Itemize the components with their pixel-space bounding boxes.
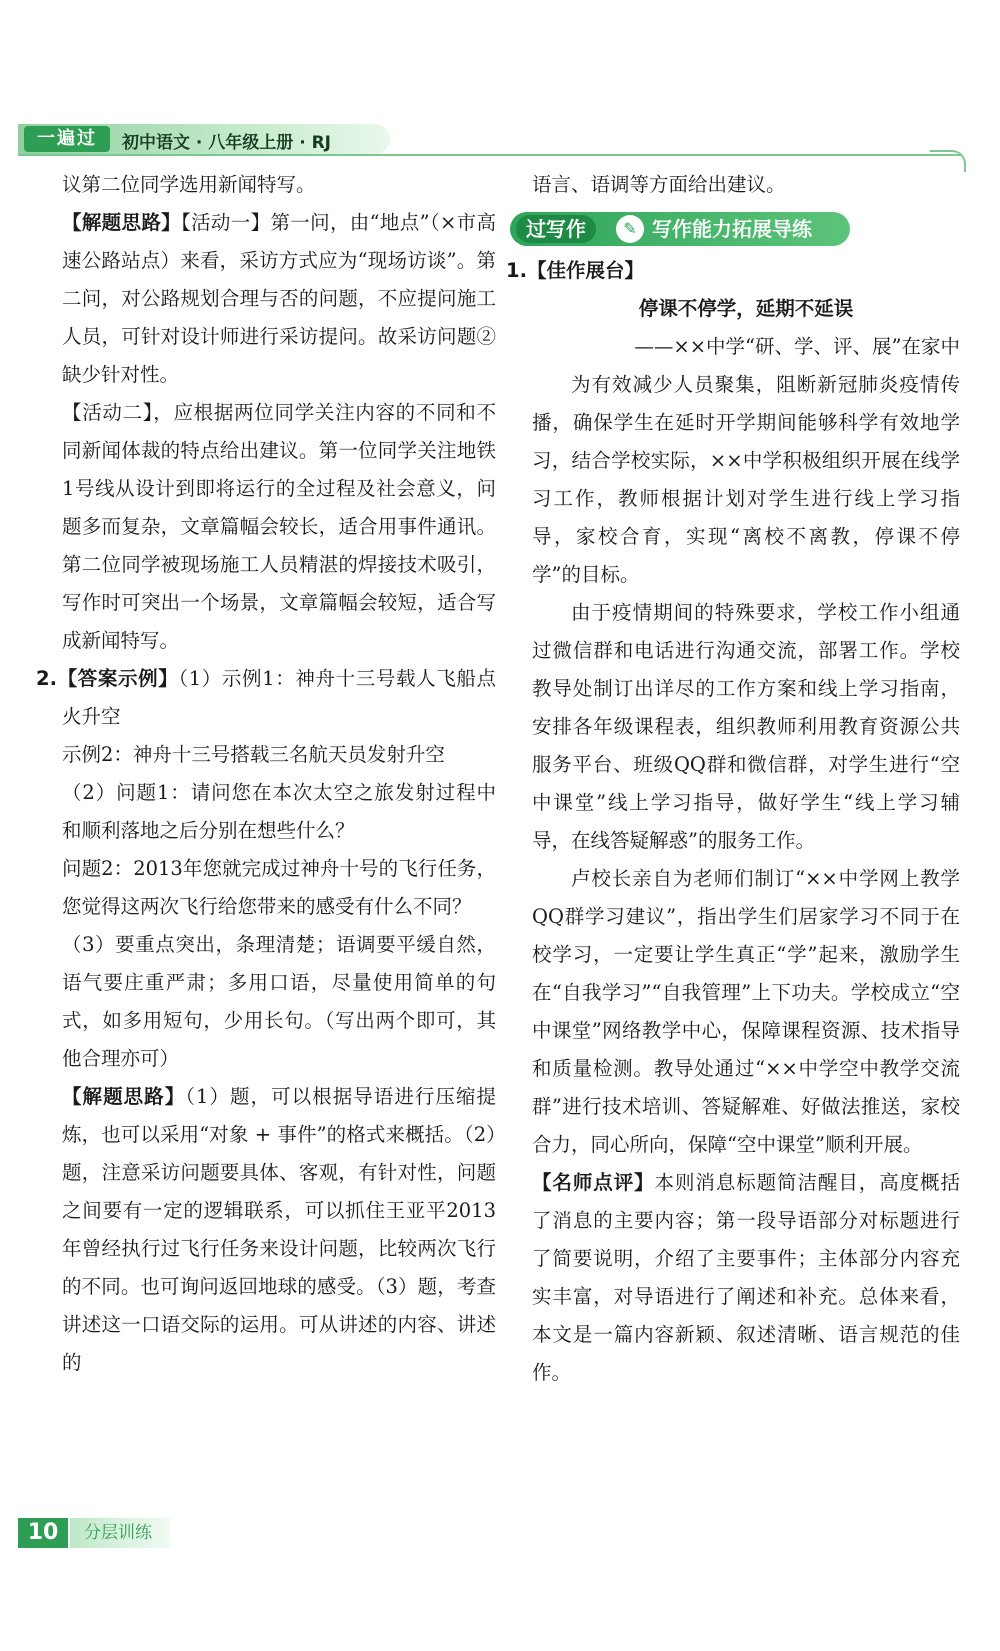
essay-paragraph-1: 为有效减少人员聚集，阻断新冠肺炎疫情传播，确保学生在延时开学期间能够科学有效地学习，结合学校实际，××中学积极组织开展在线学习工作，教师根据计划对学生进行线上学习指导，家校合育，实现“离校不离教，停课不停学”的目标。 xyxy=(532,373,960,586)
right-continuation: 语言、语调等方面给出建议。 xyxy=(532,173,786,196)
left-paragraph-7: 问题2：2013年您就完成过神舟十号的飞行任务，您觉得这两次飞行给您带来的感受有什么不同？ xyxy=(62,857,496,918)
solution-label: 【解题思路】 xyxy=(62,1085,186,1108)
essay-paragraph-3: 卢校长亲自为老师们制订“××中学网上教学QQ群学习建议”，指出学生们居家学习不同于在校学习，一定要让学生真正“学”起来，激励学生在“自我学习”“自我管理”上下功夫。学校成立“空中课堂”网络教学中心，保障课程资源、技术指导和质量检测。教导处通过“××中学空中教学交流群”进行技术培训、答疑解难、好做法推送，家校合力，同心所向，保障“空中课堂”顺利开展。 xyxy=(532,867,960,1156)
book-title: 初中语文 · 八年级上册 · RJ xyxy=(122,133,332,153)
showcase-label: 【佳作展台】 xyxy=(526,259,644,282)
left-column xyxy=(36,166,496,1382)
left-paragraph-2: 【解题思路】【活动一】第一问，由“地点”（×市高速公路站点）来看，采访方式应为“现场访谈”。第二问，对公路规划合理与否的问题，不应提问施工人员，可针对设计师进行采访提问。故采访问题②缺少针对性。 xyxy=(62,211,496,386)
page-number: 10 xyxy=(18,1518,68,1548)
essay-paragraph-2: 由于疫情期间的特殊要求，学校工作小组通过微信群和电话进行沟通交流，部署工作。学校教导处制订出详尽的工作方案和线上学习指南，安排各年级课程表，组织教师利用教育资源公共服务平台、班级QQ群和微信群，对学生进行“空中课堂”线上学习指导，做好学生“线上学习辅导，在线答疑解惑”的服务工作。 xyxy=(532,601,960,852)
brand-logo: 一遍过 xyxy=(24,126,110,152)
left-paragraph-8: （3）要重点突出，条理清楚；语调要平缓自然，语气要庄重严肃；多用口语，尽量使用简单的句式，如多用短句，少用长句。（写出两个即可，其他合理亦可） xyxy=(62,933,496,1070)
item-number: 2. xyxy=(36,667,57,690)
item-number: 1. xyxy=(506,259,527,282)
left-paragraph-9: 【解题思路】（1）题，可以根据导语进行压缩提炼，也可以采用“对象 + 事件”的格式来概括。（2）题，注意采访问题要具体、客观，有针对性，问题之间要有一定的逻辑联系，可以抓住王亚平2013年曾经执行过飞行任务来设计问题，比较两次飞行的不同。也可询问返回地球的感受。（3）题，考查讲述这一口语交际的运用。可从讲述的内容、讲述的 xyxy=(62,1085,496,1374)
footer-label: 分层训练 xyxy=(70,1518,170,1548)
writing-section-banner xyxy=(510,212,850,246)
banner-title: 写作能力拓展导练 xyxy=(652,217,812,241)
left-paragraph-3: 【活动二】，应根据两位同学关注内容的不同和不同新闻体裁的特点给出建议。第一位同学关注地铁1号线从设计到即将运行的全过程及社会意义，问题多而复杂，文章篇幅会较长，适合用事件通讯。第二位同学被现场施工人员精湛的焊接技术吸引，写作时可突出一个场景，文章篇幅会较短，适合写成新闻特写。 xyxy=(62,401,496,652)
answer-label: 【答案示例】 xyxy=(56,667,179,690)
left-paragraph-6: （2）问题1：请问您在本次太空之旅发射过程中和顺利落地之后分别在想些什么？ xyxy=(62,781,496,842)
left-paragraph-1: 议第二位同学选用新闻特写。 xyxy=(62,173,316,196)
essay-title: 停课不停学，延期不延误 xyxy=(638,297,854,320)
essay-byline: ——××中学“研、学、评、展”在家中 xyxy=(634,335,960,358)
answer-item-2: 2.【答案示例】（1）示例1：神舟十三号载人飞船点火升空 xyxy=(36,667,496,728)
teacher-review: 【名师点评】本则消息标题简洁醒目，高度概括了消息的主要内容；第一段导语部分对标题进行了简要说明，介绍了主要事件；主体部分内容充实丰富，对导语进行了阐述和补充。总体来看，本文是一篇内容新颖、叙述清晰、语言规范的佳作。 xyxy=(532,1171,960,1384)
review-label: 【名师点评】 xyxy=(532,1171,655,1194)
pen-icon: ✎ xyxy=(616,215,644,243)
showcase-heading xyxy=(506,252,960,290)
header-divider xyxy=(18,154,962,156)
banner-tag: 过写作 xyxy=(516,215,596,243)
right-column xyxy=(506,166,960,1392)
solution-label: 【解题思路】 xyxy=(62,211,182,234)
left-paragraph-5: 示例2：神舟十三号搭载三名航天员发射升空 xyxy=(62,743,445,766)
